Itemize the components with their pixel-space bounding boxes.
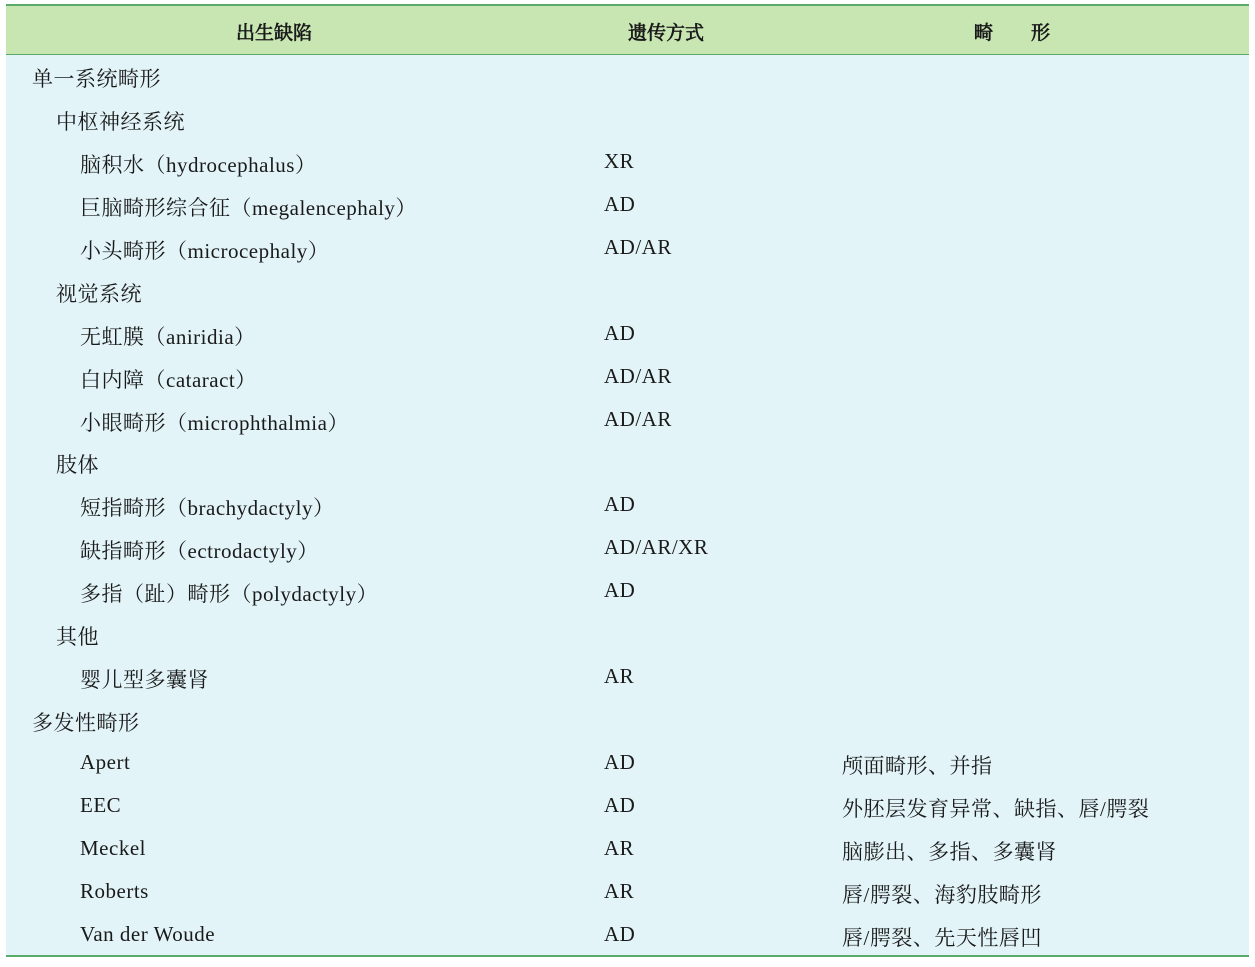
table-row [6,226,1249,269]
inheritance-mode: AD [604,792,636,817]
defect-name: 无虹膜（aniridia） [80,324,256,349]
inheritance-mode: AD [604,750,636,774]
table-row [6,54,1249,97]
defect-name: 脑积水（hydrocephalus） [80,152,317,177]
defect-name: Apert [80,750,131,774]
category-heading: 多发性畸形 [32,711,140,736]
table-row [6,655,1249,698]
category-heading: 中枢神经系统 [56,109,185,134]
inheritance-mode: AD [604,492,636,517]
category-heading: 肢体 [56,453,99,478]
category-heading: 单一系统畸形 [32,67,161,91]
category-heading: 其他 [56,625,99,650]
inheritance-mode: AD/AR [604,363,672,388]
table-row [6,870,1249,913]
defect-name: Roberts [80,878,149,903]
table-row [6,483,1249,526]
category-heading: 视觉系统 [56,281,142,306]
table-row [6,183,1249,226]
table-row [6,355,1249,398]
table-row [6,440,1249,483]
table-row [6,312,1249,355]
table-row [6,913,1249,956]
header-birth-defect: 出生缺陷 [236,22,313,44]
inheritance-mode: AR [604,878,635,903]
malformation: 唇/腭裂、先天性唇凹 [842,925,1042,950]
table-row [6,97,1249,140]
malformation: 颅面畸形、并指 [842,754,993,778]
defect-name: EEC [80,792,122,817]
defect-name: 婴儿型多囊肾 [80,668,209,693]
defect-name: 多指（趾）畸形（polydactyly） [80,582,379,607]
table-row [6,741,1249,784]
inheritance-mode: AD/AR [604,234,672,259]
table-row [6,612,1249,655]
defect-name: 巨脑畸形综合征（megalencephaly） [80,195,417,220]
inheritance-mode: AD [604,921,636,946]
defect-name: Van der Woude [80,921,216,946]
inheritance-mode: XR [604,148,635,173]
table-row [6,784,1249,827]
defect-name: 白内障（cataract） [80,367,257,392]
defect-name: 缺指畸形（ectrodactyly） [80,539,319,564]
inheritance-table [6,4,1249,957]
table-row [6,140,1249,183]
malformation: 外胚层发育异常、缺指、唇/腭裂 [842,796,1150,821]
table-row [6,698,1249,741]
table-body [6,54,1249,956]
defect-name: 短指畸形（brachydactyly） [80,496,335,521]
header-inheritance-mode: 遗传方式 [628,22,705,44]
defect-name: 小眼畸形（microphthalmia） [80,410,349,435]
table-row [6,526,1249,569]
inheritance-mode: AD/AR/XR [604,535,709,560]
table-row [6,269,1249,312]
inheritance-mode: AD [604,320,636,345]
defect-name: 小头畸形（microcephaly） [80,238,330,263]
table-row [6,398,1249,441]
table-header [6,6,1249,55]
table-row [6,827,1249,870]
header-malformation: 畸 形 [974,22,1051,44]
inheritance-mode: AR [604,835,635,860]
inheritance-mode: AR [604,664,635,689]
malformation: 脑膨出、多指、多囊肾 [842,839,1057,864]
defect-name: Meckel [80,835,146,860]
inheritance-mode: AD/AR [604,406,672,431]
inheritance-mode: AD [604,578,636,603]
inheritance-mode: AD [604,191,636,216]
table-row [6,569,1249,612]
malformation: 唇/腭裂、海豹肢畸形 [842,882,1042,907]
